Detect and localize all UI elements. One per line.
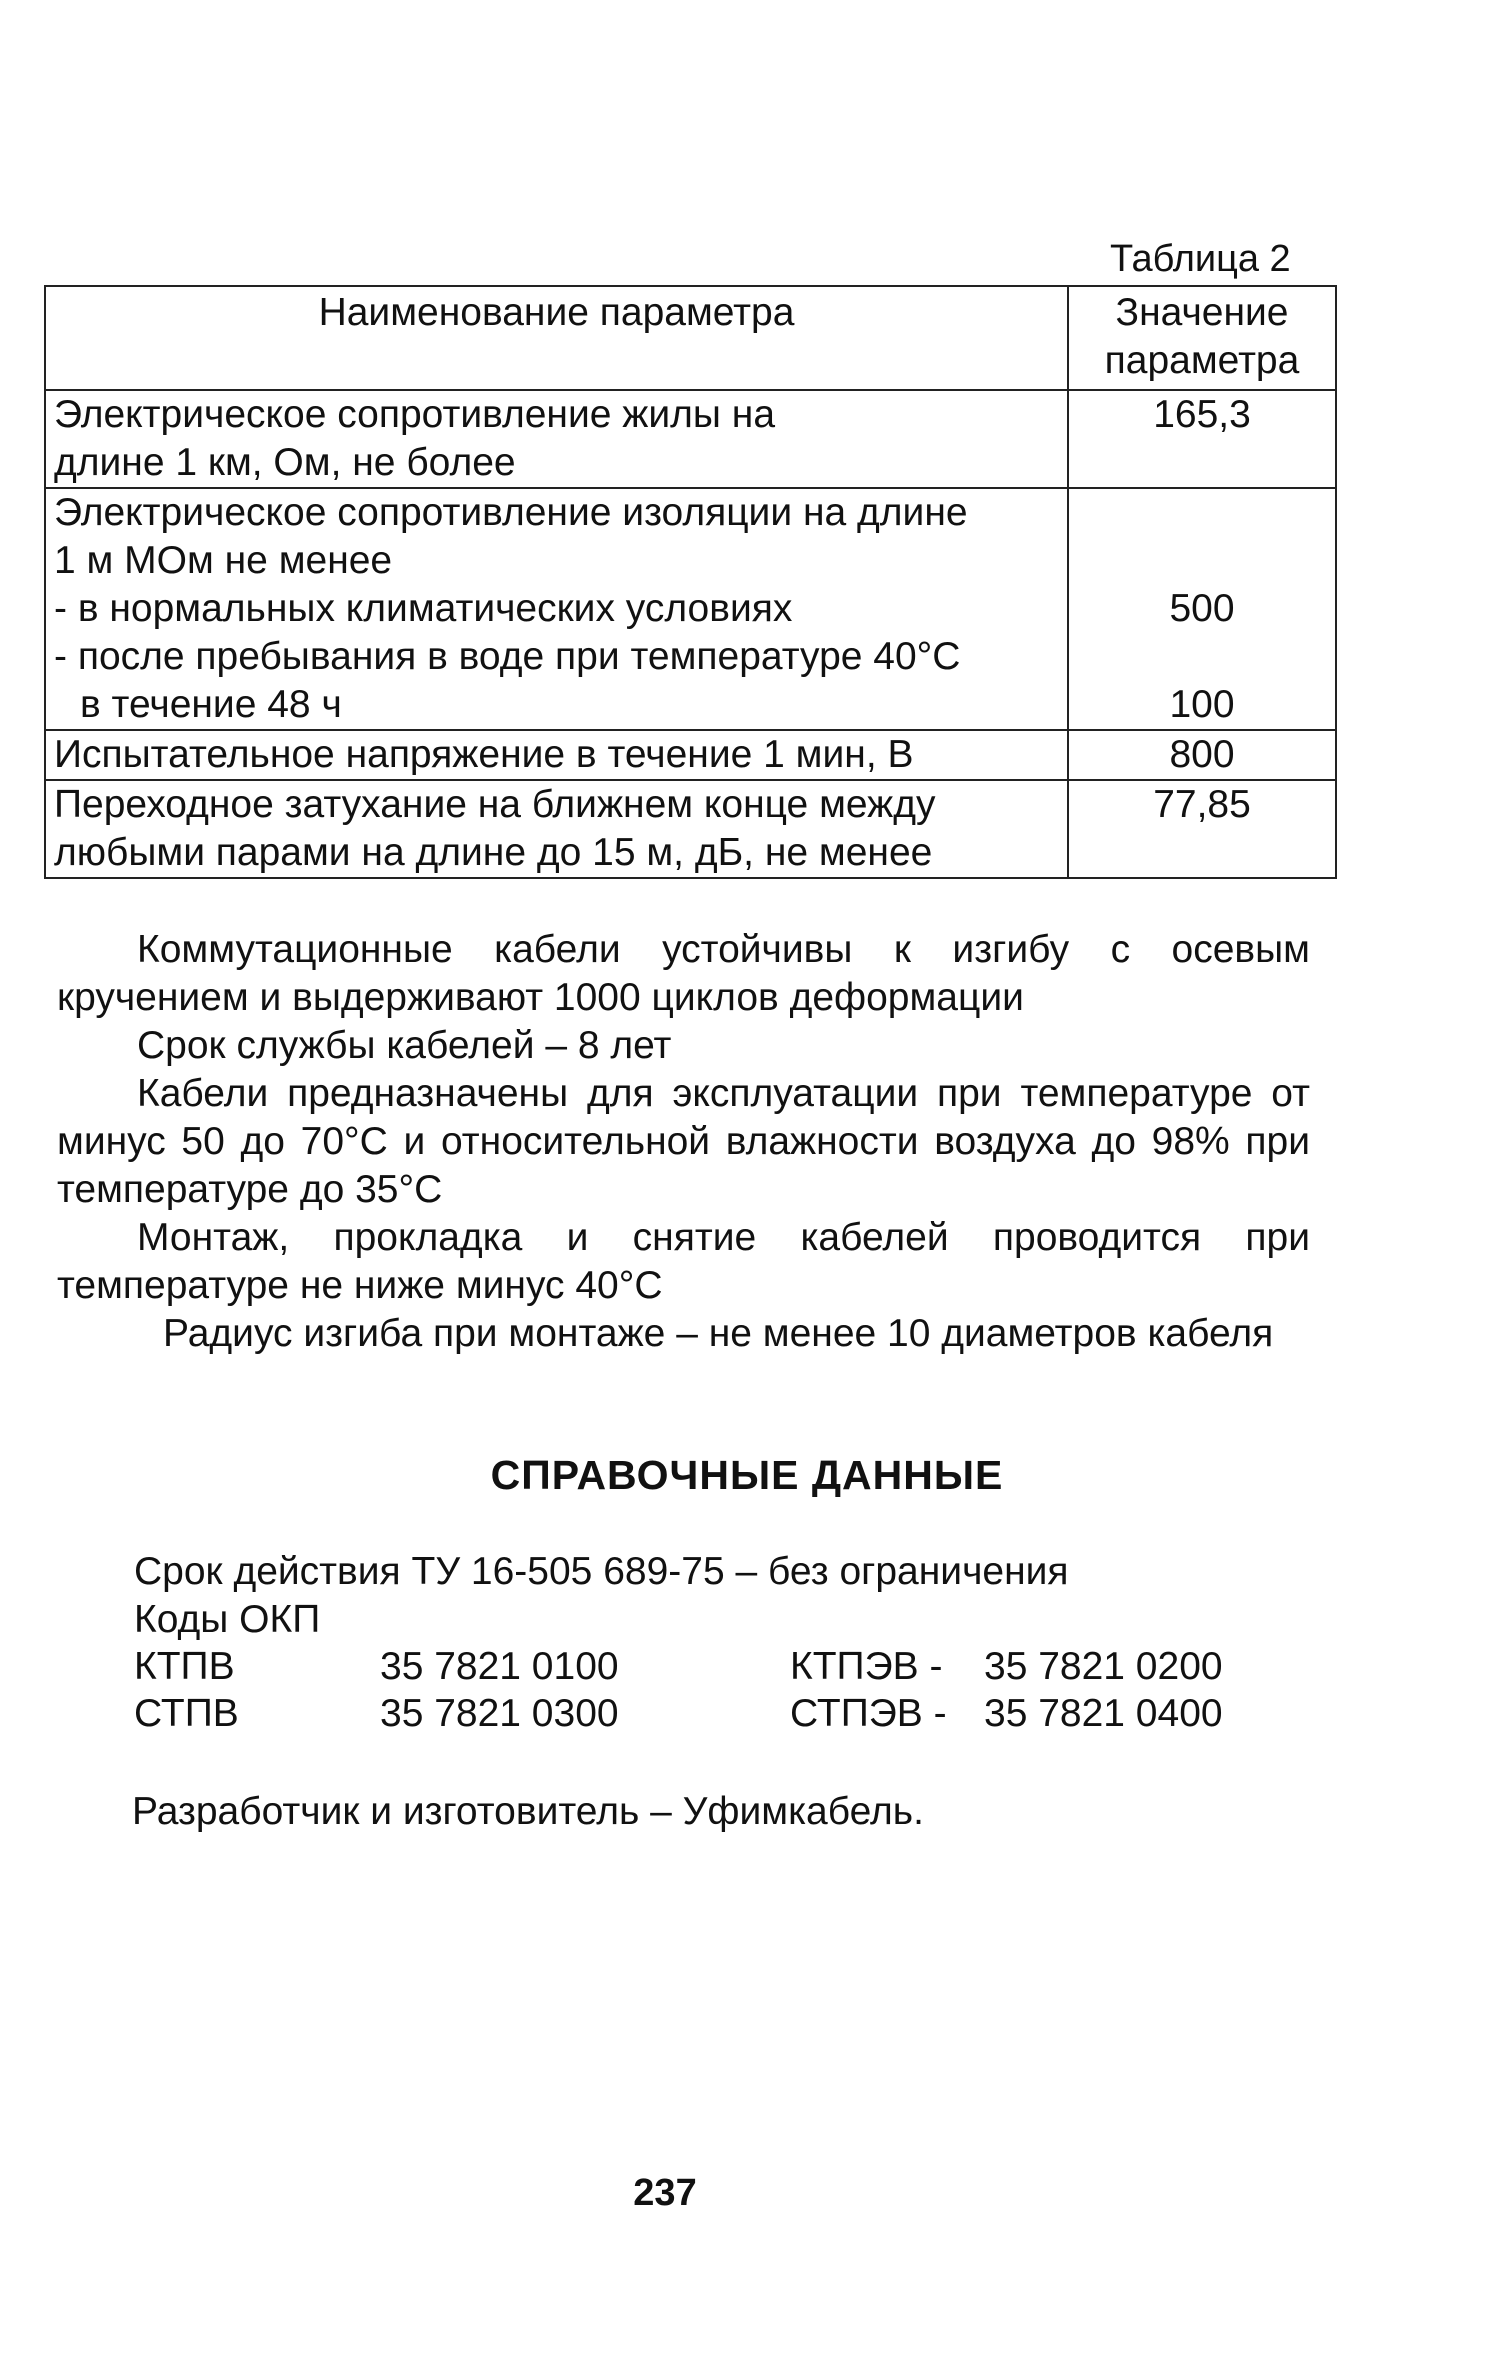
- row-name-line: в течение 48 ч: [80, 683, 342, 726]
- row-name-cell: [45, 488, 1068, 730]
- row-name-cell: [45, 390, 1068, 488]
- body-text: [57, 926, 1310, 1358]
- paragraph: Радиус изгиба при монтаже – не менее 10 диаметров кабеля: [163, 1312, 1274, 1355]
- okp-code: 35 7821 0100: [380, 1645, 619, 1688]
- okp-name: СТПЭВ -: [790, 1692, 947, 1735]
- table-header-row: [45, 286, 1336, 390]
- row-value: 800: [1169, 733, 1235, 776]
- paragraph: Монтаж, прокладка и снятие кабелей проводится при температуре не ниже минус 40°С: [57, 1216, 1310, 1307]
- okp-row: [130, 1643, 1227, 1690]
- table-row: [45, 488, 1336, 730]
- okp-title: Коды ОКП: [134, 1598, 321, 1641]
- row-value-cell: [1068, 390, 1336, 488]
- okp-name: КТПЭВ -: [790, 1645, 943, 1688]
- validity-text: Срок действия ТУ 16-505 689-75 – без ограничения: [134, 1550, 1069, 1593]
- page-number: 237: [633, 2172, 697, 2214]
- table-row: [45, 730, 1336, 780]
- row-name-cell: [45, 730, 1068, 780]
- row-name-line: - в нормальных климатических условиях: [54, 587, 793, 630]
- okp-name: КТПВ: [134, 1645, 235, 1688]
- okp-name: СТПВ: [134, 1692, 239, 1735]
- table-row: [45, 780, 1336, 878]
- okp-row: [130, 1690, 1227, 1737]
- row-value: 500: [1169, 587, 1235, 630]
- header-value-line: параметра: [1104, 339, 1300, 382]
- header-parameter-name: Наименование параметра: [45, 286, 1068, 390]
- okp-code: 35 7821 0200: [984, 1645, 1223, 1688]
- row-value-cell: [1068, 780, 1336, 878]
- table-row: [45, 390, 1336, 488]
- paragraph: Срок службы кабелей – 8 лет: [137, 1024, 672, 1067]
- developer-text: Разработчик и изготовитель – Уфимкабель.: [132, 1790, 924, 1833]
- paragraph: Коммутационные кабели устойчивы к изгибу с осевым кручением и выдерживают 1000 циклов деформации: [57, 928, 1310, 1019]
- reference-block: [134, 1548, 1069, 1644]
- row-name-line: Испытательное напряжение в течение 1 мин, В: [54, 733, 914, 776]
- okp-codes-table: [130, 1643, 1227, 1737]
- row-name-cell: [45, 780, 1068, 878]
- row-value: 165,3: [1153, 393, 1251, 436]
- row-value-cell: [1068, 730, 1336, 780]
- okp-code: 35 7821 0300: [380, 1692, 619, 1735]
- row-name-line: 1 м МОм не менее: [54, 539, 393, 582]
- row-value: 77,85: [1153, 783, 1251, 826]
- header-value-line: Значение: [1115, 291, 1289, 334]
- paragraph: Кабели предназначены для эксплуатации при температуре от минус 50 до 70°С и относительной влажности воздуха до 98% при температуре до 35°С: [57, 1072, 1310, 1211]
- header-parameter-value: [1068, 286, 1336, 390]
- row-name-line: длине 1 км, Ом, не более: [54, 441, 516, 484]
- table-caption: Таблица 2: [1110, 238, 1291, 280]
- parameters-table: [44, 285, 1337, 879]
- row-name-line: - после пребывания в воде при температуре 40°С: [54, 635, 961, 678]
- row-name-line: любыми парами на длине до 15 м, дБ, не менее: [54, 831, 933, 874]
- row-value: 100: [1169, 683, 1235, 726]
- section-heading: СПРАВОЧНЫЕ ДАННЫЕ: [490, 1452, 1004, 1498]
- row-name-line: Электрическое сопротивление изоляции на длине: [54, 491, 968, 534]
- row-name-line: Электрическое сопротивление жилы на: [54, 393, 776, 436]
- row-name-line: Переходное затухание на ближнем конце между: [54, 783, 936, 826]
- row-value-cell: [1068, 488, 1336, 730]
- okp-code: 35 7821 0400: [984, 1692, 1223, 1735]
